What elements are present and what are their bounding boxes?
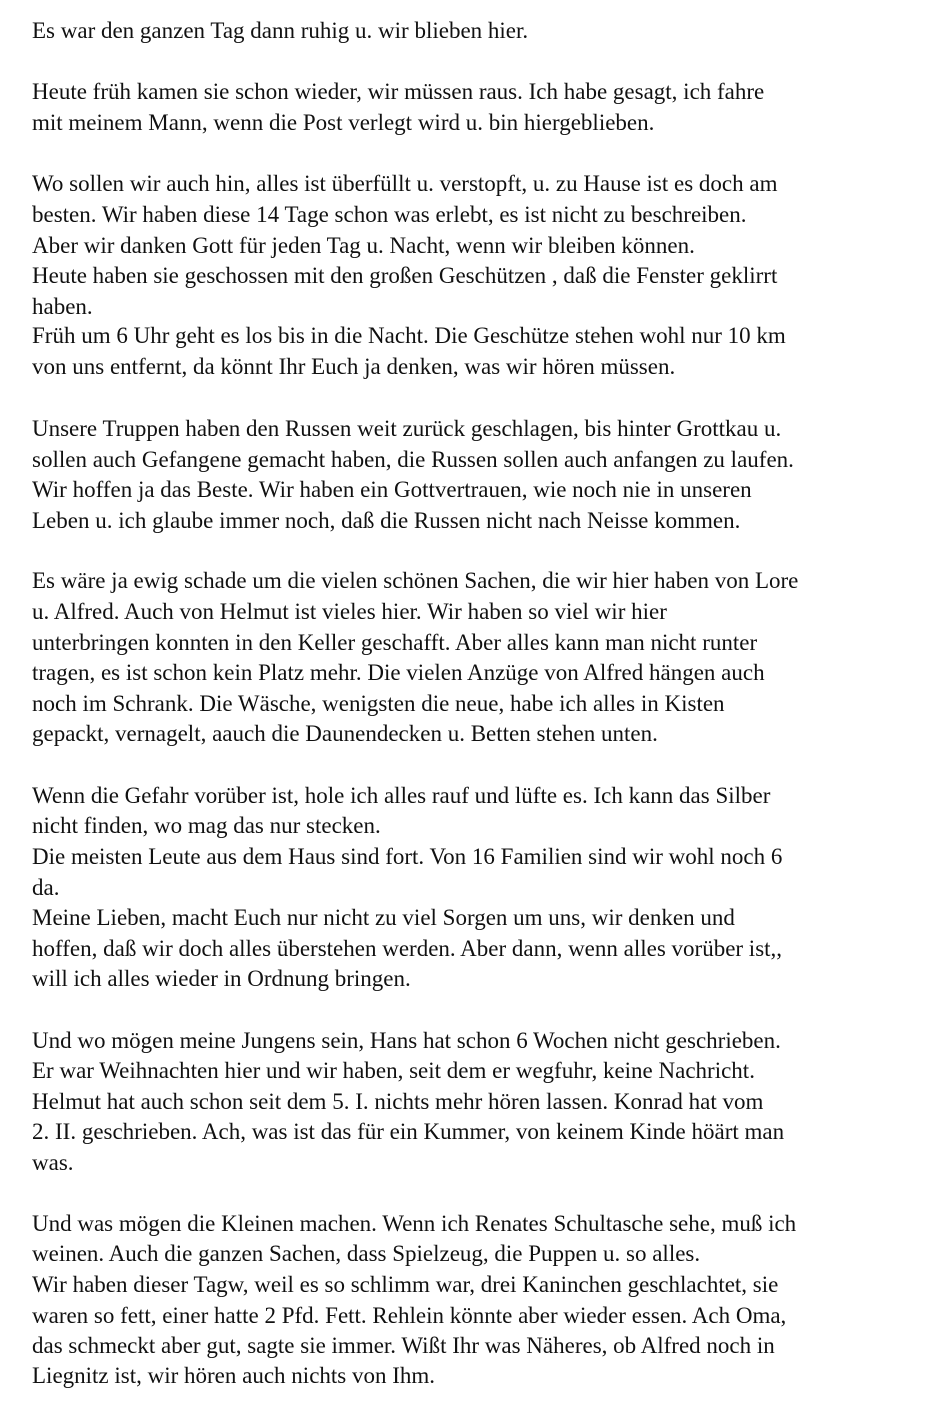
text-line: Es war den ganzen Tag dann ruhig u. wir blieben hier.: [32, 18, 529, 43]
text-line: besten. Wir haben diese 14 Tage schon was erlebt, es ist nicht zu beschreiben.: [32, 202, 747, 227]
text-line: weinen. Auch die ganzen Sachen, dass Spielzeug, die Puppen u. so alles.: [32, 1241, 701, 1266]
text-line: waren so fett, einer hatte 2 Pfd. Fett. Rehlein könnte aber wieder essen. Ach Oma,: [32, 1303, 787, 1328]
text-line: unterbringen konnten in den Keller geschafft. Aber alles kann man nicht runter: [32, 630, 758, 655]
text-line: noch im Schrank. Die Wäsche, wenigsten die neue, habe ich alles in Kisten: [32, 691, 725, 716]
text-line: von uns entfernt, da könnt Ihr Euch ja denken, was wir hören müssen.: [32, 354, 676, 379]
text-line: Die meisten Leute aus dem Haus sind fort. Von 16 Familien sind wir wohl noch 6: [32, 844, 783, 869]
text-line: mit meinem Mann, wenn die Post verlegt wird u. bin hiergeblieben.: [32, 110, 655, 135]
text-line: 2. II. geschrieben. Ach, was ist das für ein Kummer, von keinem Kinde höärt man: [32, 1119, 785, 1144]
text-line: Und wo mögen meine Jungens sein, Hans hat schon 6 Wochen nicht geschrieben.: [32, 1028, 781, 1053]
text-line: haben.: [32, 294, 93, 319]
text-line: das schmeckt aber gut, sagte sie immer. Wißt Ihr was Näheres, ob Alfred noch in: [32, 1333, 775, 1358]
text-line: Aber wir danken Gott für jeden Tag u. Nacht, wenn wir bleiben können.: [32, 233, 695, 258]
text-line: sollen auch Gefangene gemacht haben, die Russen sollen auch anfangen zu laufen.: [32, 447, 794, 472]
text-line: Wo sollen wir auch hin, alles ist überfüllt u. verstopft, u. zu Hause ist es doch am: [32, 171, 778, 196]
text-line: Wenn die Gefahr vorüber ist, hole ich alles rauf und lüfte es. Ich kann das Silber: [32, 783, 771, 808]
text-line: gepackt, vernagelt, aauch die Daunendecken u. Betten stehen unten.: [32, 721, 658, 746]
text-line: tragen, es ist schon kein Platz mehr. Die vielen Anzüge von Alfred hängen auch: [32, 660, 765, 685]
text-line: nicht finden, wo mag das nur stecken.: [32, 813, 381, 838]
text-line: hoffen, daß wir doch alles überstehen werden. Aber dann, wenn alles vorüber ist,,: [32, 936, 783, 961]
text-line: da.: [32, 875, 60, 900]
text-line: was.: [32, 1150, 74, 1175]
text-line: u. Alfred. Auch von Helmut ist vieles hier. Wir haben so viel wir hier: [32, 599, 667, 624]
text-line: Heute früh kamen sie schon wieder, wir müssen raus. Ich habe gesagt, ich fahre: [32, 79, 765, 104]
text-line: Meine Lieben, macht Euch nur nicht zu viel Sorgen um uns, wir denken und: [32, 905, 735, 930]
text-line: Wir hoffen ja das Beste. Wir haben ein Gottvertrauen, wie noch nie in unseren: [32, 477, 752, 502]
text-line: Leben u. ich glaube immer noch, daß die Russen nicht nach Neisse kommen.: [32, 508, 741, 533]
text-line: Helmut hat auch schon seit dem 5. I. nichts mehr hören lassen. Konrad hat vom: [32, 1089, 764, 1114]
text-line: Er war Weihnachten hier und wir haben, seit dem er wegfuhr, keine Nachricht.: [32, 1058, 755, 1083]
text-line: Wir haben dieser Tagw, weil es so schlimm war, drei Kaninchen geschlachtet, sie: [32, 1272, 779, 1297]
text-line: will ich alles wieder in Ordnung bringen.: [32, 966, 411, 991]
text-line: Früh um 6 Uhr geht es los bis in die Nacht. Die Geschütze stehen wohl nur 10 km: [32, 323, 786, 348]
text-line: Heute haben sie geschossen mit den großen Geschützen , daß die Fenster geklirrt: [32, 263, 778, 288]
text-line: Unsere Truppen haben den Russen weit zurück geschlagen, bis hinter Grottkau u.: [32, 416, 782, 441]
text-line: Es wäre ja ewig schade um die vielen schönen Sachen, die wir hier haben von Lore: [32, 568, 799, 593]
text-line: Liegnitz ist, wir hören auch nichts von Ihm.: [32, 1363, 436, 1388]
text-line: Und was mögen die Kleinen machen. Wenn ich Renates Schultasche sehe, muß ich: [32, 1211, 797, 1236]
